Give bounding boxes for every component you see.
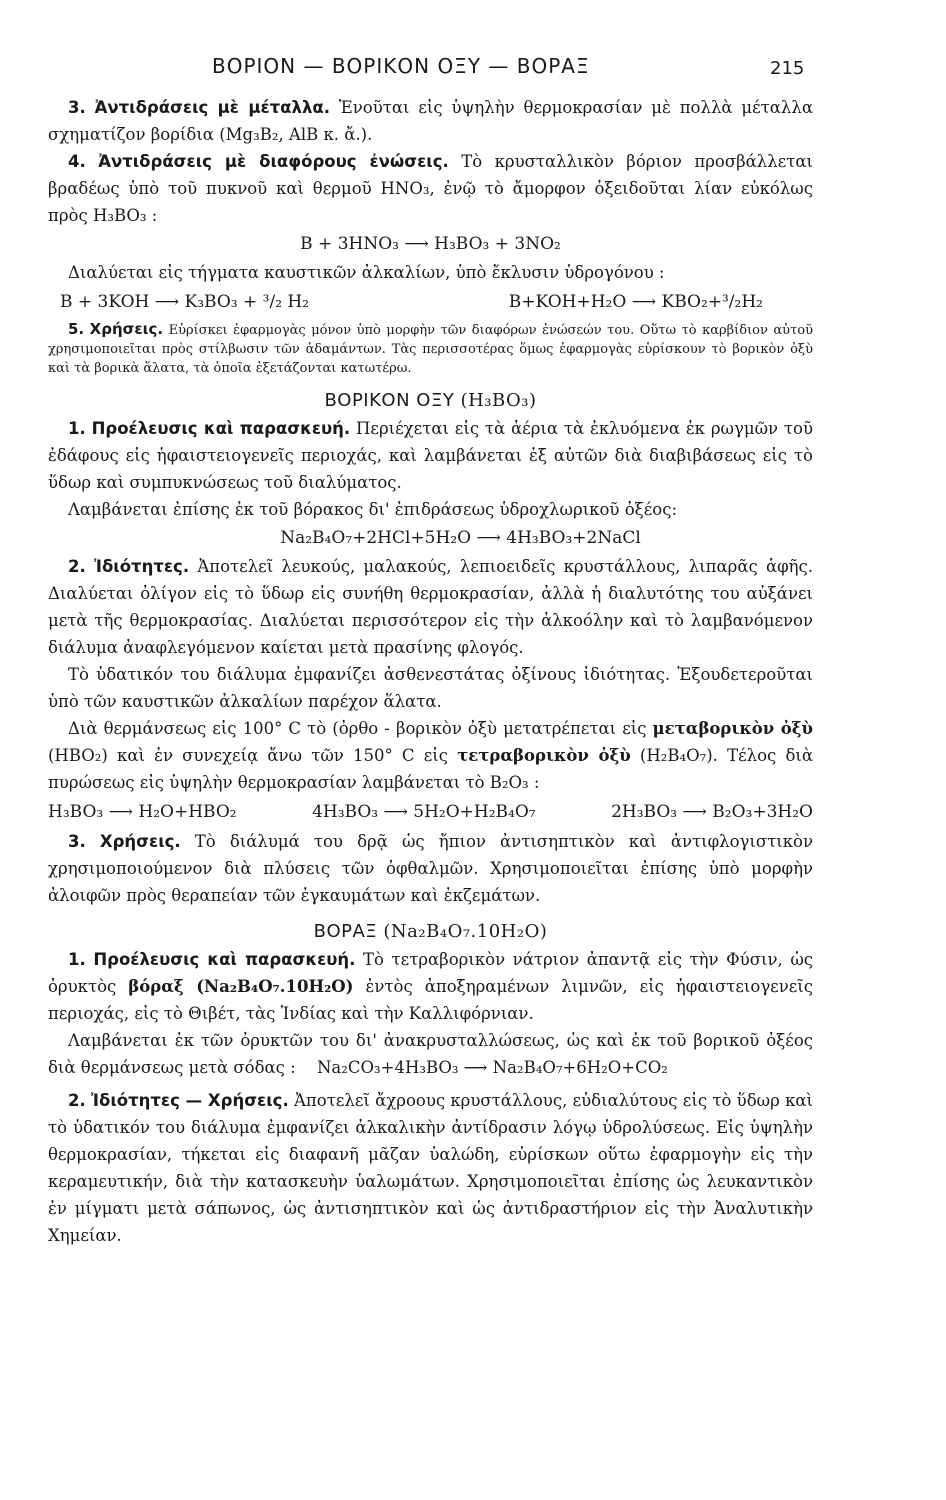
equation-borax-hcl: Na₂B₄O₇+2HCl+5H₂O ⟶ 4H₃BO₃+2NaCl — [280, 528, 641, 548]
borax-origin-text2 — [48, 1027, 813, 1081]
section-number: 3. — [68, 832, 86, 851]
term-borax-mineral: βόραξ (Na₂B₄O₇.10H₂O) — [128, 977, 354, 996]
equation-boron-koh-water: B+KOH+H₂O ⟶ KBO₂+³/₂H₂ — [508, 292, 763, 312]
boron-alkali-text: Διαλύεται εἰς τήγματα καυστικῶν ἀλκαλίων, ὑπὸ ἔκλυσιν ὑδρογόνου : — [68, 263, 665, 282]
text-fragment: (HBO₂) καὶ ἐν συνεχείᾳ ἄνω τῶν 150° C εἰς — [48, 746, 448, 765]
borax-properties-paragraph — [48, 1087, 813, 1249]
equation-row-dehydration — [48, 796, 813, 828]
heading-formula: (H₃BO₃) — [460, 390, 537, 411]
paragraph-text: Περιέχεται εἰς τὰ ἀέρια τὰ ἐκλυόμενα ἐκ ρωγμῶν τοῦ ἐδάφους εἰς ἡφαιστειογενεῖς περιοχάς, καὶ λαμβάνεται ἐξ αὐτῶν διὰ διαβιβάσεως εἰς τὸ ὕδωρ καὶ συμπυκνώσεως τοῦ διαλύματος. — [48, 419, 813, 492]
text-fragment: ἐντὸς ἀποξηραμένων λιμνῶν, εἰς ἡφαιστειογενεῖς περιοχάς, εἰς τὸ Θιβέτ, τὰς Ἰνδίας καὶ τὴν Καλλιφόρνιαν. — [48, 977, 814, 1023]
equation-boron-oxide: 2H₃BO₃ ⟶ B₂O₃+3H₂O — [611, 802, 813, 822]
section-heading: Προέλευσις καὶ παρασκευή. — [93, 950, 356, 969]
text-fragment: Λαμβάνεται ἐκ τῶν ὀρυκτῶν του δι' ἀνακρυσταλλώσεως, ὡς καὶ ἐκ τοῦ βορικοῦ ὀξέος διὰ θερμάνσεως μετὰ σόδας : — [48, 1031, 813, 1077]
paragraph-text: Τὸ κρυσταλλικὸν βόριον προσβάλλεται βραδέως ὑπὸ τοῦ πυκνοῦ καὶ θερμοῦ HNO₃, ἐνῷ τὸ ἄμορφον ὀξειδοῦται λίαν εὐκόλως πρὸς H₃BO₃ : — [48, 152, 813, 225]
boric-acid-origin-paragraph — [48, 415, 813, 496]
equation-metaboric: H₃BO₃ ⟶ H₂O+HBO₂ — [48, 802, 237, 822]
page-content — [48, 94, 813, 1249]
section-heading: Ἀντιδράσεις μὲ μέταλλα. — [94, 98, 331, 117]
equation-tetraboric: 4H₃BO₃ ⟶ 5H₂O+H₂B₄O₇ — [312, 802, 536, 822]
paragraph-text: Τὸ διάλυμά του δρᾷ ὡς ἤπιον ἀντισηπτικὸν καὶ ἀντιφλογιστικὸν χρησιμοποιούμενον διὰ πλύσεις τῶν ὀφθαλμῶν. Χρησιμοποιεῖται ἐπίσης ὑπὸ μορφὴν ἀλοιφῶν πρὸς θεραπείαν τῶν ἐγκαυμάτων καὶ ἐκζεμάτων. — [48, 832, 814, 905]
section-number: 1. — [68, 950, 86, 969]
paragraph-text: Εὑρίσκει ἐφαρμογὰς μόνον ὑπὸ μορφὴν τῶν διαφόρων ἐνώσεών του. Οὕτω τὸ καρβίδιον αὐτοῦ χρησιμοποιεῖται πρὸς στίλβωσιν τῶν ἀδαμάντων. Τὰς περισσοτέρας ὅμως ἐφαρμογὰς εὑρίσκουν τὸ βορικὸν ὀξὺ καὶ τὰ βορικὰ ἅλατα, τὰ ὁποῖα ἐξετάζονται κατωτέρω. — [48, 323, 813, 376]
section-heading: Χρήσεις. — [89, 320, 164, 338]
text-fragment: Τὸ τετραβορικὸν νάτριον ἀπαντᾷ εἰς τὴν Φύσιν, ὡς ὀρυκτὸς — [48, 950, 814, 996]
section-heading: Ἰδιότητες — Χρήσεις. — [91, 1091, 289, 1110]
heading-formula: (Na₂B₄O₇.10H₂O) — [383, 921, 548, 942]
boric-acid-uses-paragraph — [48, 828, 813, 909]
page-number: 215 — [770, 58, 805, 79]
boron-compounds-paragraph — [48, 148, 813, 229]
header-title: ΒΟΡΙΟΝ — ΒΟΡΙΚΟΝ ΟΞΥ — ΒΟΡΑΞ — [212, 54, 590, 78]
section-number: 2. — [68, 557, 86, 576]
section-heading: Προέλευσις καὶ παρασκευή. — [91, 419, 351, 438]
paragraph-text: Ἑνοῦται εἰς ὑψηλὴν θερμοκρασίαν μὲ πολλὰ μέταλλα σχηματίζον βορίδια (Mg₃B₂, AlB κ. ἄ.). — [48, 98, 813, 144]
equation-row-boron-alkali — [48, 286, 813, 318]
text-fragment: Διὰ θερμάνσεως εἰς 100° C τὸ (ὀρθο - βορικὸν ὀξὺ μετατρέπεται εἰς — [68, 719, 647, 738]
section-number: 4. — [68, 152, 86, 171]
paragraph-text: Ἀποτελεῖ ἄχροους κρυστάλλους, εὐδιαλύτους εἰς τὸ ὕδωρ καὶ τὸ ὑδατικόν του διάλυμα ἐμφανίζει ἀλκαλικὴν ἀντίδρασιν λόγῳ ὑδρολύσεως. Εἰς ὑψηλὴν θερμοκρασίαν, τήκεται εἰς διαφανῆ μᾶζαν ὑαλώδη, εὑρίσκων οὕτω ἐφαρμογὴν εἰς τὴν κεραμευτικήν, διὰ τὴν κατασκευὴν ὑαλωμάτων. Χρησιμοποιεῖται ἐπίσης ὡς λευκαντικὸν ἐν μίγματι μετὰ σάπωνος, ὡς ἀντισηπτικὸν καὶ ὡς ἀντιδραστήριον εἰς τὴν Ἀναλυτικὴν Χημείαν. — [48, 1091, 813, 1245]
equation-soda-boric: Na₂CO₃+4H₃BO₃ ⟶ Na₂B₄O₇+6H₂O+CO₂ — [316, 1058, 668, 1077]
boric-acid-heading — [48, 390, 813, 411]
running-header — [0, 52, 946, 86]
heading-title: ΒΟΡΙΚΟΝ ΟΞΥ — [324, 390, 455, 411]
boric-acid-properties-text2: Τὸ ὑδατικόν του διάλυμα ἐμφανίζει ἀσθενεστάτας ὀξίνους ἰδιότητας. Ἐξουδετεροῦται ὑπὸ τῶν καυστικῶν ἀλκαλίων παρέχον ἅλατα. — [48, 665, 813, 711]
section-number: 1. — [68, 419, 86, 438]
section-heading: Χρήσεις. — [99, 832, 181, 851]
equation-boron-koh: B + 3KOH ⟶ K₃BO₃ + ³/₂ H₂ — [60, 292, 310, 312]
boron-metals-paragraph — [48, 94, 813, 148]
equation-boron-nitric: B + 3HNO₃ ⟶ H₃BO₃ + 3NO₂ — [300, 234, 561, 254]
borax-origin-paragraph — [48, 946, 813, 1027]
boric-acid-properties-text3 — [48, 715, 813, 796]
term-tetraboric-acid: τετραβορικὸν ὀξὺ — [457, 746, 631, 765]
section-heading: Ἀντιδράσεις μὲ διαφόρους ἐνώσεις. — [98, 152, 449, 171]
section-number: 5. — [68, 320, 85, 338]
term-metaboric-acid: μεταβορικὸν ὀξὺ — [652, 719, 813, 738]
section-heading: Ἰδιότητες. — [93, 557, 190, 576]
paragraph-text: Ἀποτελεῖ λευκούς, μαλακούς, λεπιοειδεῖς κρυστάλλους, λιπαρᾶς ἁφῆς. Διαλύεται ὀλίγον εἰς τὸ ὕδωρ εἰς συνήθη θερμοκρασίαν, ἀλλὰ ἡ διαλυτότης του αὐξάνει μετὰ τῆς θερμοκρασίας. Διαλύεται περισσότερον εἰς τὴν ἀλκοόλην καὶ τὸ λαμβανόμενον διάλυμα ἀναφλεγόμενον καίεται μετὰ πρασίνης φλογός. — [48, 557, 814, 657]
boric-acid-origin-text2: Λαμβάνεται ἐπίσης ἐκ τοῦ βόρακος δι' ἐπιδράσεως ὑδροχλωρικοῦ ὀξέος: — [68, 500, 678, 519]
text-fragment: (H₂B₄O₇). Τέλος διὰ πυρώσεως εἰς ὑψηλὴν θερμοκρασίαν λαμβάνεται τὸ B₂O₃ : — [48, 746, 813, 792]
borax-heading — [48, 921, 813, 942]
boric-acid-properties-paragraph — [48, 553, 813, 661]
section-number: 3. — [68, 98, 86, 117]
section-number: 2. — [68, 1091, 86, 1110]
heading-title: ΒΟΡΑΞ — [313, 921, 378, 942]
boron-uses-paragraph — [48, 320, 813, 378]
